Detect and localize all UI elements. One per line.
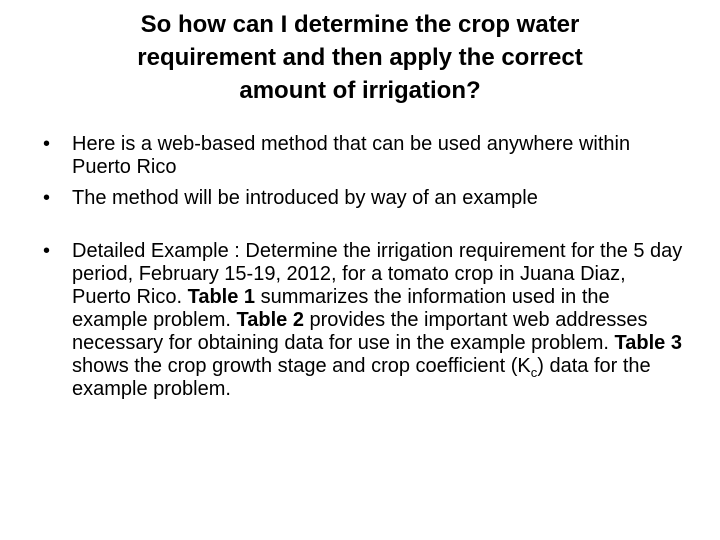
slide-title bbox=[40, 8, 680, 107]
bullet-text: Here is a web-based method that can be used anywhere within Puerto Rico bbox=[72, 133, 631, 178]
bullet-text-part: provides the important web addresses necessary for obtaining data for use in the example problem. bbox=[72, 309, 648, 354]
bullet-item-detailed-example bbox=[40, 240, 690, 401]
title-line-1: So how can I determine the crop water bbox=[140, 11, 580, 38]
bullet-text-part: Detailed Example : Determine the irrigation requirement for the 5 day period, February 15-19, 2012, for a tomato crop in Juana Diaz, Puerto Rico. bbox=[72, 240, 683, 308]
table-2-reference: Table 2 bbox=[236, 309, 304, 331]
bullet-text-part: summarizes the information used in the example problem. bbox=[72, 286, 610, 331]
bullet-text-part: shows the crop growth stage and crop coefficient (K bbox=[72, 355, 531, 377]
bullet-text: The method will be introduced by way of an example bbox=[72, 187, 538, 209]
bullet-glyph: • bbox=[43, 240, 51, 262]
bullet-list bbox=[40, 133, 690, 401]
bullet-text-part: ) data for the example problem. bbox=[72, 355, 651, 400]
bullet-item-example-intro bbox=[40, 187, 690, 210]
bullet-glyph: • bbox=[43, 133, 51, 155]
title-line-2: requirement and then apply the correct bbox=[137, 44, 583, 71]
subscript-c: c bbox=[530, 365, 538, 380]
table-1-reference: Table 1 bbox=[187, 286, 256, 308]
title-line-3: amount of irrigation? bbox=[239, 77, 481, 104]
bullet-item-web-method bbox=[40, 133, 690, 179]
table-3-reference: Table 3 bbox=[614, 332, 682, 354]
bullet-glyph: • bbox=[43, 187, 51, 209]
